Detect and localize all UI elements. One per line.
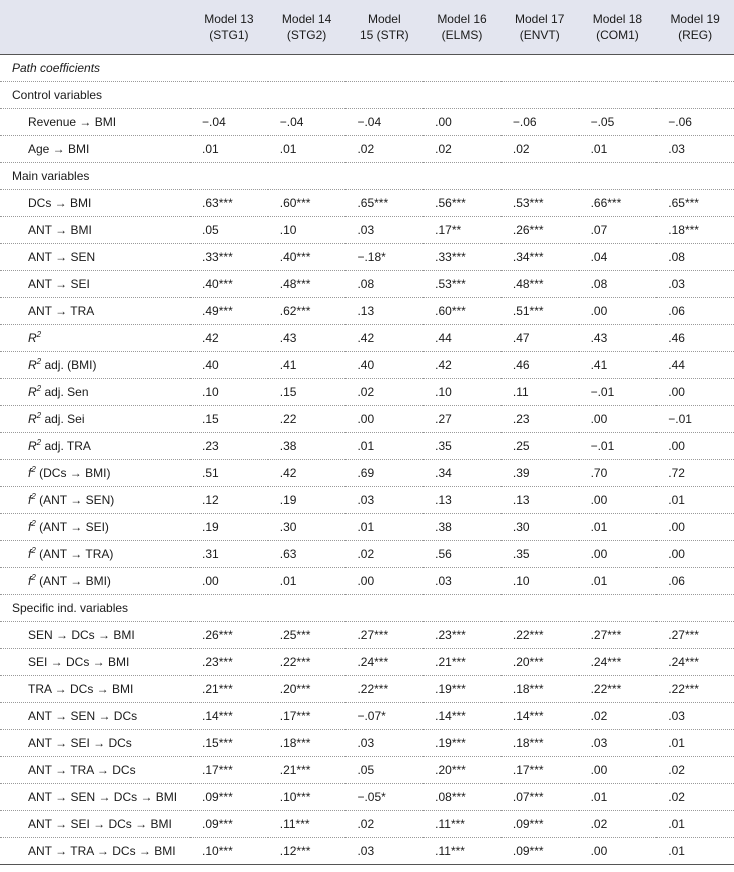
table-cell: .09*** [190,783,268,810]
table-cell: .65*** [656,189,734,216]
table-cell: .11*** [268,810,346,837]
table-cell: .21*** [423,648,501,675]
table-cell: .12 [190,486,268,513]
table-cell: .11*** [423,810,501,837]
table-cell: .33*** [190,243,268,270]
table-row [0,432,734,459]
table-cell: .10 [268,216,346,243]
table-cell: .31 [190,540,268,567]
table-row [0,270,734,297]
table-cell: .72 [656,459,734,486]
table-cell: .40 [190,351,268,378]
table-cell: .19*** [423,675,501,702]
table-cell: .06 [656,567,734,594]
table-cell: .03 [423,567,501,594]
table-cell: .51 [190,459,268,486]
table-cell: .56*** [423,189,501,216]
table-row [0,810,734,837]
table-cell: .00 [579,297,657,324]
table-cell: .01 [656,486,734,513]
table-cell: .25 [501,432,579,459]
table-cell: .25*** [268,621,346,648]
table-row [0,189,734,216]
table-cell: .10 [190,378,268,405]
table-cell: .27*** [345,621,423,648]
row-label-text: adj. Sen [41,384,89,399]
table-cell: .07*** [501,783,579,810]
table-cell: .65*** [345,189,423,216]
section-label: Specific ind. variables [0,594,734,621]
row-label [0,486,190,513]
header-corner [0,0,190,54]
table-cell: .01 [579,513,657,540]
table-cell: .00 [579,540,657,567]
table-cell: .17** [423,216,501,243]
table-cell: .63*** [190,189,268,216]
table-cell: .19*** [423,729,501,756]
table-cell: .14*** [423,702,501,729]
row-label [0,540,190,567]
table-cell: .70 [579,459,657,486]
stat-symbol: f [28,492,32,507]
table-cell: .26*** [501,216,579,243]
table-cell: .18*** [656,216,734,243]
table-cell: .00 [423,108,501,135]
table-cell: .01 [268,135,346,162]
stat-symbol: R [28,357,37,372]
table-cell: .47 [501,324,579,351]
table-cell: .01 [656,729,734,756]
column-header: Model 15 (STR) [345,0,423,54]
table-cell: .00 [579,756,657,783]
table-cell: .02 [345,378,423,405]
header-row [0,0,734,54]
table-cell: .02 [345,540,423,567]
table-cell: .56 [423,540,501,567]
row-label: ANT → SEI → DCs → BMI [0,810,190,837]
table-row [0,216,734,243]
table-cell: .41 [268,351,346,378]
table-cell: .21*** [268,756,346,783]
table-cell: .13 [501,486,579,513]
table-cell: .62*** [268,297,346,324]
row-label-text: adj. (BMI) [41,357,97,372]
table-row [0,297,734,324]
table-cell: .27*** [656,621,734,648]
row-label [0,459,190,486]
column-header: Model 13 (STG1) [190,0,268,54]
table-cell: .05 [190,216,268,243]
table-cell: .27 [423,405,501,432]
table-cell: .22 [268,405,346,432]
table-cell: .41 [579,351,657,378]
table-cell: .03 [579,729,657,756]
column-header: Model 18 (COM1) [579,0,657,54]
table-cell: −.06 [656,108,734,135]
table-cell: .69 [345,459,423,486]
table-cell: .02 [501,135,579,162]
table-cell: −.07* [345,702,423,729]
table-cell: .33*** [423,243,501,270]
table-cell: .02 [579,702,657,729]
table-cell: .01 [345,513,423,540]
table-cell: .02 [345,810,423,837]
row-label: Revenue → BMI [0,108,190,135]
stat-exponent: 2 [36,383,42,393]
table-cell: .15 [268,378,346,405]
row-label: TRA → DCs → BMI [0,675,190,702]
table-row [0,567,734,594]
row-label: ANT → BMI [0,216,190,243]
table-cell: .03 [656,702,734,729]
table-cell: .08 [345,270,423,297]
stat-symbol: f [28,573,32,588]
table-cell: .42 [190,324,268,351]
table-cell: .06 [656,297,734,324]
table-cell: .19 [268,486,346,513]
table-cell: .10 [423,378,501,405]
stat-exponent: 2 [31,464,36,474]
table-cell: .30 [268,513,346,540]
table-body [0,54,734,864]
table-row [0,324,734,351]
table-row [0,729,734,756]
table-cell: .15 [190,405,268,432]
table-cell: .24*** [656,648,734,675]
stat-symbol: f [28,465,32,480]
table-cell: .01 [579,783,657,810]
table-cell: .11*** [423,837,501,864]
row-label [0,324,190,351]
section-label: Control variables [0,81,734,108]
table-cell: .21*** [190,675,268,702]
table-row [0,351,734,378]
table-cell: .48*** [501,270,579,297]
table-cell: .01 [656,837,734,864]
table-cell: .40*** [190,270,268,297]
stat-exponent: 2 [36,329,42,339]
table-cell: .63 [268,540,346,567]
table-cell: .01 [579,567,657,594]
section-row [0,81,734,108]
table-cell: .22*** [268,648,346,675]
table-cell: .00 [579,837,657,864]
stat-exponent: 2 [31,518,36,528]
table-cell: .19 [190,513,268,540]
row-label [0,378,190,405]
column-header: Model 16 (ELMS) [423,0,501,54]
table-cell: .38 [423,513,501,540]
table-cell: .00 [656,432,734,459]
table-cell: .10*** [190,837,268,864]
section-label: Path coefficients [0,54,734,81]
table-cell: .35 [501,540,579,567]
table-cell: .60*** [423,297,501,324]
section-row [0,594,734,621]
table-cell: .49*** [190,297,268,324]
table-cell: .03 [656,135,734,162]
table-cell: .24*** [579,648,657,675]
column-header: Model 17 (ENVT) [501,0,579,54]
table-cell: .15*** [190,729,268,756]
table-cell: .23 [501,405,579,432]
table-cell: .01 [190,135,268,162]
table-row [0,405,734,432]
stat-exponent: 2 [31,572,36,582]
row-label-text: (ANT → SEI) [35,519,109,534]
row-label: ANT → SEI [0,270,190,297]
table-row [0,783,734,810]
table-cell: .46 [656,324,734,351]
table-cell: .03 [345,837,423,864]
table-cell: .42 [345,324,423,351]
row-label: ANT → SEN [0,243,190,270]
table-cell: .39 [501,459,579,486]
table-cell: .66*** [579,189,657,216]
stat-exponent: 2 [36,410,42,420]
table-cell: −.06 [501,108,579,135]
table-cell: .27*** [579,621,657,648]
table-row [0,648,734,675]
table-row [0,837,734,864]
table-cell: .40*** [268,243,346,270]
table-cell: .02 [656,756,734,783]
table-cell: −.04 [190,108,268,135]
table-cell: −.04 [268,108,346,135]
column-header: Model 19 (REG) [656,0,734,54]
table-cell: .17*** [268,702,346,729]
table-cell: .02 [656,783,734,810]
table-cell: .42 [423,351,501,378]
table-cell: .23*** [190,648,268,675]
stat-symbol: f [28,546,32,561]
row-label-text: (ANT → BMI) [35,573,111,588]
table-cell: .02 [345,135,423,162]
table-cell: .23 [190,432,268,459]
table-cell: .02 [423,135,501,162]
table-cell: .10 [501,567,579,594]
table-cell: .09*** [190,810,268,837]
table-cell: .18*** [501,675,579,702]
table-cell: .14*** [190,702,268,729]
table-cell: .34*** [501,243,579,270]
table-row [0,675,734,702]
table-cell: .22*** [345,675,423,702]
table-cell: .20*** [423,756,501,783]
stat-exponent: 2 [31,545,36,555]
table-row [0,513,734,540]
stat-exponent: 2 [36,437,42,447]
table-row [0,540,734,567]
table-cell: .20*** [501,648,579,675]
table-cell: .01 [345,432,423,459]
table-row [0,108,734,135]
table-cell: .13 [345,297,423,324]
table-cell: .00 [656,513,734,540]
table-cell: −.18* [345,243,423,270]
stat-symbol: R [28,438,37,453]
table-cell: .30 [501,513,579,540]
row-label: Age → BMI [0,135,190,162]
table-cell: .44 [423,324,501,351]
row-label: ANT → TRA [0,297,190,324]
table-cell: .22*** [501,621,579,648]
table-cell: .24*** [345,648,423,675]
stat-exponent: 2 [31,491,36,501]
table-cell: .03 [345,216,423,243]
table-row [0,459,734,486]
table-cell: .53*** [423,270,501,297]
stat-symbol: R [28,330,37,345]
table-cell: .46 [501,351,579,378]
table-cell: .03 [345,729,423,756]
table-cell: .53*** [501,189,579,216]
table-cell: .43 [579,324,657,351]
table-cell: .08 [579,270,657,297]
table-cell: .35 [423,432,501,459]
row-label-text: (ANT → TRA) [35,546,114,561]
table-cell: .00 [579,405,657,432]
row-label: SEI → DCs → BMI [0,648,190,675]
table-cell: .03 [656,270,734,297]
table-cell: .07 [579,216,657,243]
table-cell: .01 [268,567,346,594]
row-label: SEN → DCs → BMI [0,621,190,648]
row-label [0,432,190,459]
table-cell: .04 [579,243,657,270]
table-cell: .38 [268,432,346,459]
table-cell: .18*** [268,729,346,756]
table-cell: .23*** [423,621,501,648]
table-cell: .12*** [268,837,346,864]
row-label: ANT → SEN → DCs → BMI [0,783,190,810]
section-row [0,54,734,81]
table-cell: .08*** [423,783,501,810]
row-label: ANT → TRA → DCs [0,756,190,783]
table-cell: .02 [579,810,657,837]
stat-symbol: f [28,519,32,534]
table-cell: .44 [656,351,734,378]
table-row [0,378,734,405]
table-cell: −.04 [345,108,423,135]
table-cell: .42 [268,459,346,486]
row-label [0,351,190,378]
table-cell: .17*** [190,756,268,783]
table-cell: .09*** [501,837,579,864]
table-cell: .09*** [501,810,579,837]
table-cell: .08 [656,243,734,270]
table-row [0,486,734,513]
table-row [0,243,734,270]
table-cell: .48*** [268,270,346,297]
row-label: ANT → SEI → DCs [0,729,190,756]
table-cell: .40 [345,351,423,378]
table-cell: −.05* [345,783,423,810]
table-row [0,621,734,648]
table-cell: −.01 [656,405,734,432]
row-label: ANT → SEN → DCs [0,702,190,729]
table-cell: .43 [268,324,346,351]
table-cell: .18*** [501,729,579,756]
table-cell: .26*** [190,621,268,648]
table-cell: .00 [579,486,657,513]
row-label: ANT → TRA → DCs → BMI [0,837,190,864]
row-label-text: adj. Sei [41,411,85,426]
stat-symbol: R [28,411,37,426]
table-cell: .03 [345,486,423,513]
table-cell: −.01 [579,432,657,459]
table-cell: .00 [345,405,423,432]
table-cell: .22*** [579,675,657,702]
section-label: Main variables [0,162,734,189]
table-cell: .34 [423,459,501,486]
table-cell: .00 [345,567,423,594]
table-cell: .11 [501,378,579,405]
stat-exponent: 2 [36,356,42,366]
table-cell: .22*** [656,675,734,702]
table-cell: .60*** [268,189,346,216]
table-cell: .01 [656,810,734,837]
row-label [0,513,190,540]
table-cell: .51*** [501,297,579,324]
row-label [0,567,190,594]
table-cell: .13 [423,486,501,513]
table-cell: .05 [345,756,423,783]
stat-symbol: R [28,384,37,399]
table-row [0,702,734,729]
table-row [0,135,734,162]
table-cell: −.05 [579,108,657,135]
table-cell: .17*** [501,756,579,783]
row-label-text: (ANT → SEN) [35,492,115,507]
row-label-text: (DCs → BMI) [35,465,111,480]
table-cell: .14*** [501,702,579,729]
row-label-text: adj. TRA [41,438,91,453]
table-cell: .00 [656,540,734,567]
table-cell: .00 [656,378,734,405]
table-cell: .10*** [268,783,346,810]
table-cell: .00 [190,567,268,594]
row-label [0,405,190,432]
row-label: DCs → BMI [0,189,190,216]
table-cell: .20*** [268,675,346,702]
column-header: Model 14 (STG2) [268,0,346,54]
section-row [0,162,734,189]
table-row [0,756,734,783]
table-cell: .01 [579,135,657,162]
table-cell: −.01 [579,378,657,405]
